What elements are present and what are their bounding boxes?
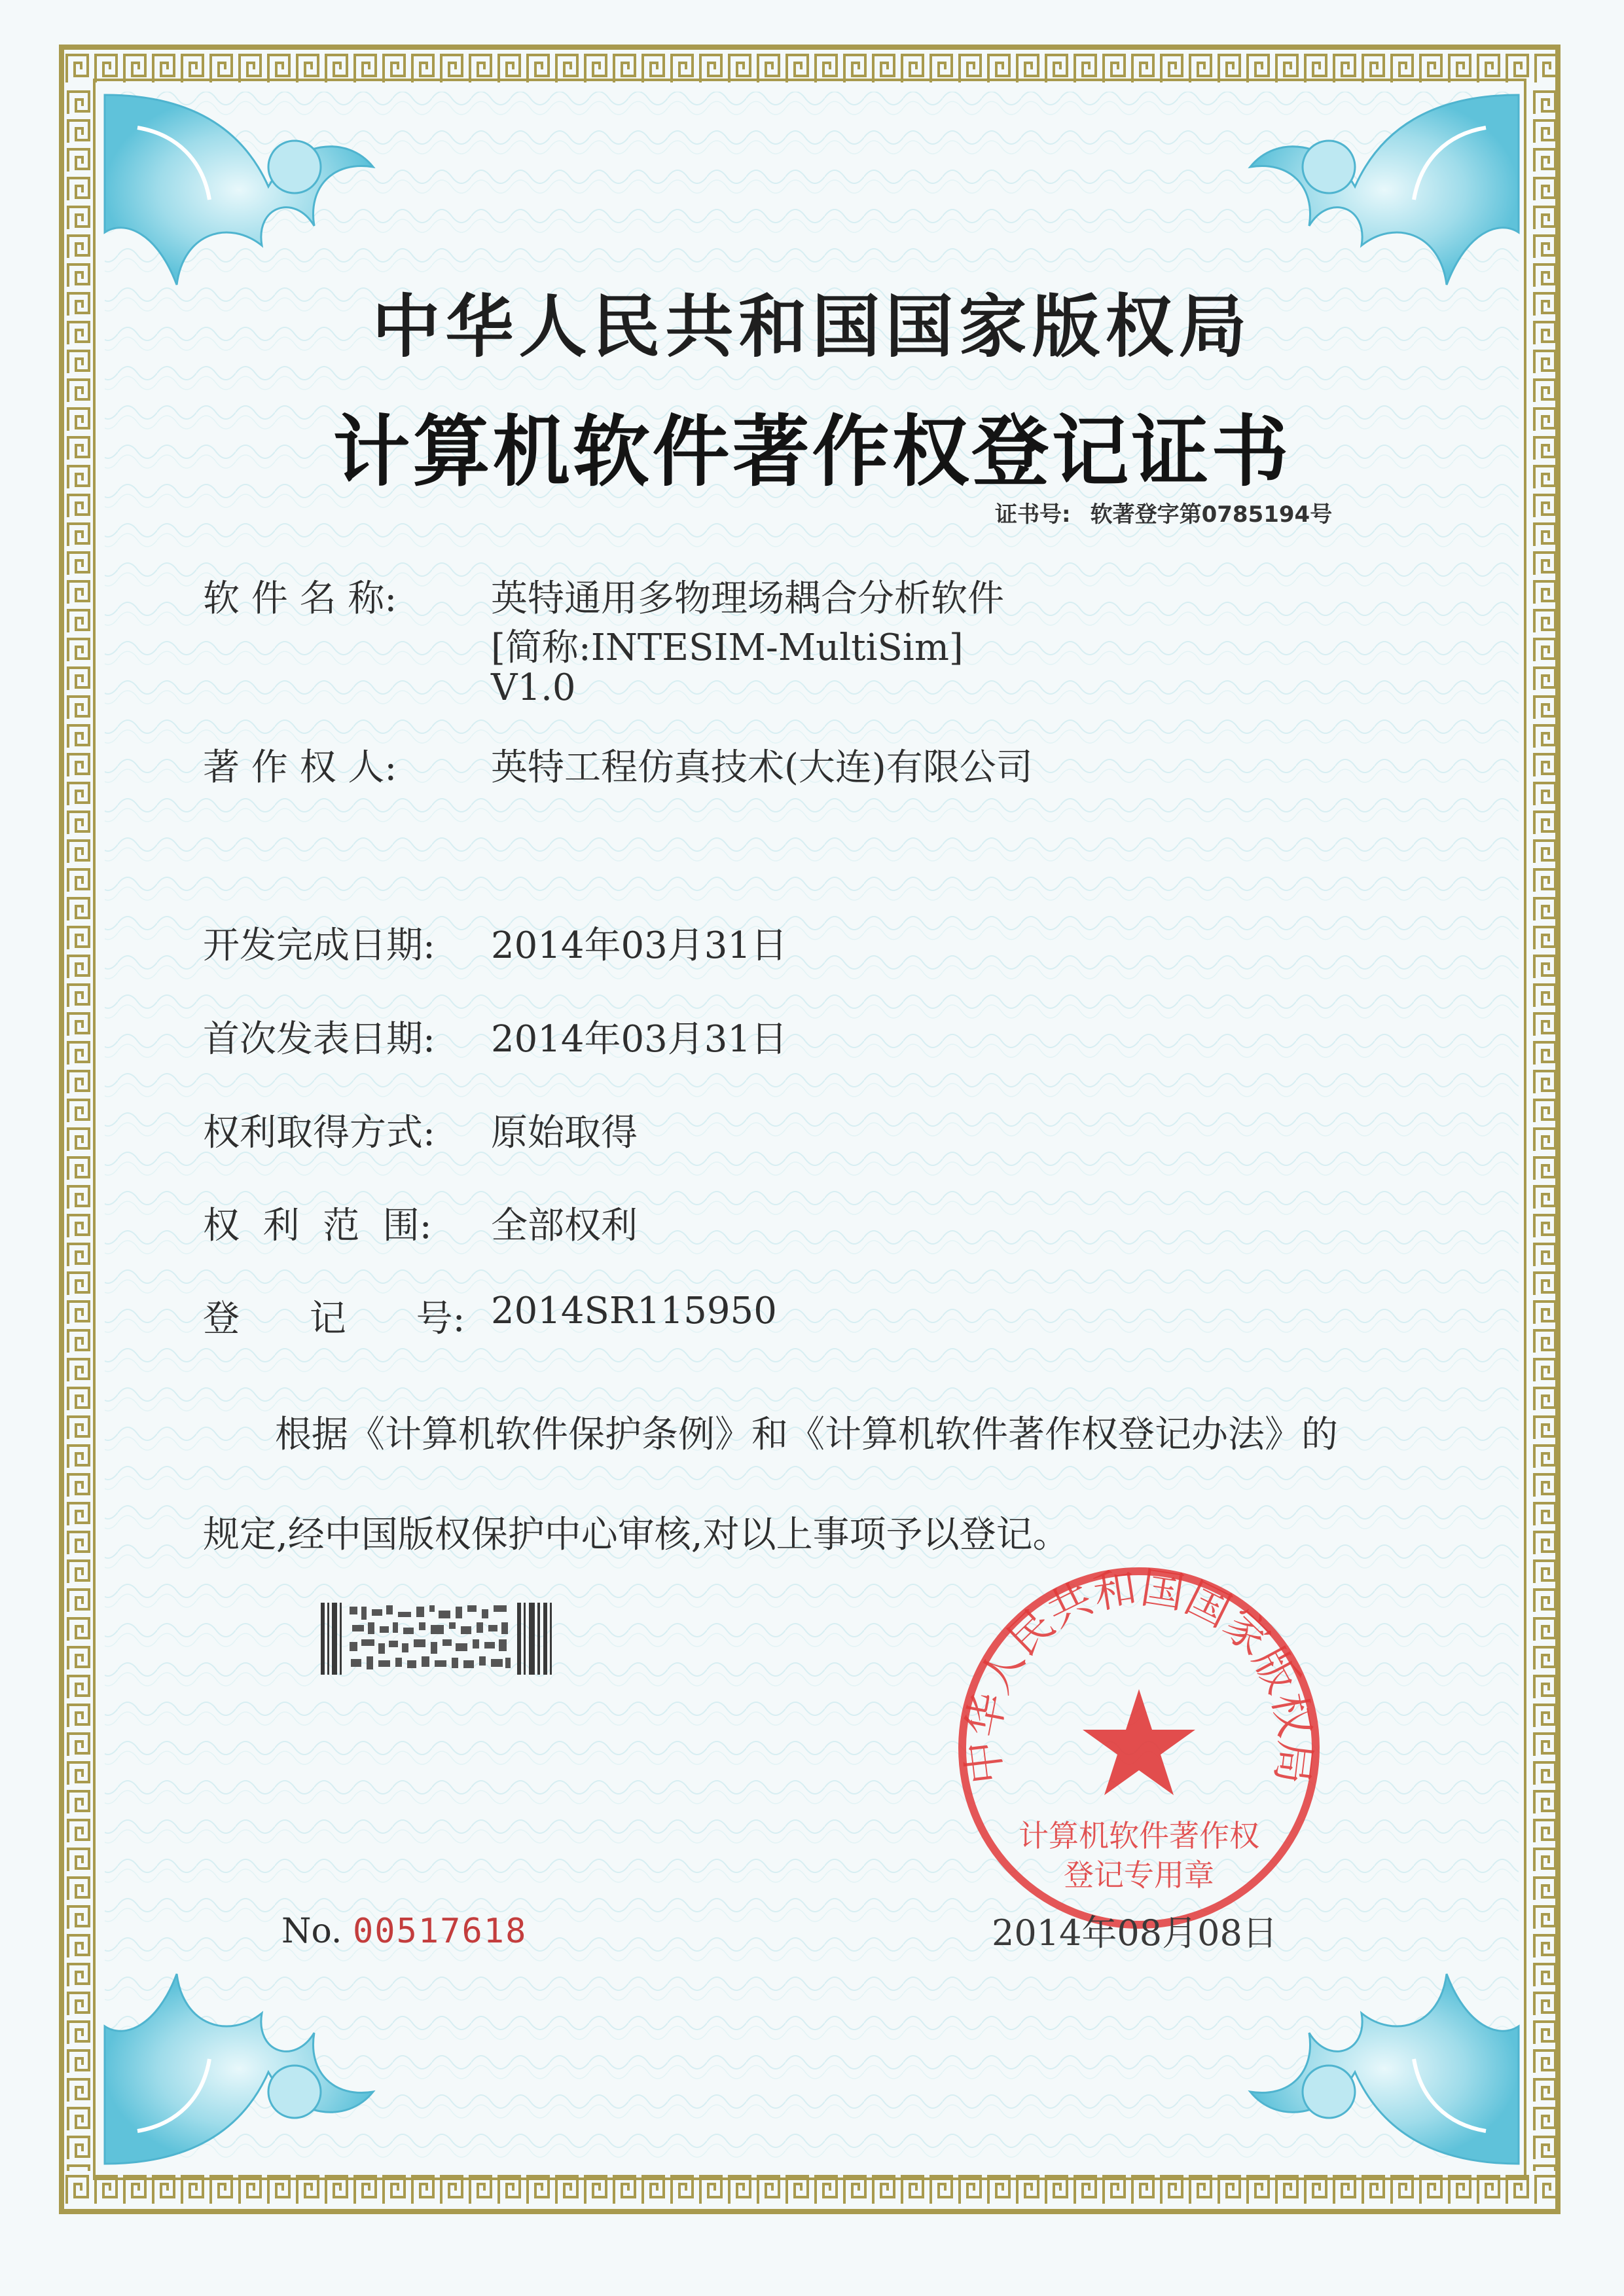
seal-ring-text: 中华人民共和国国家版权局 — [957, 1562, 1321, 1787]
statement-line-2: 规定,经中国版权保护中心审核,对以上事项予以登记。 — [203, 1514, 1070, 1556]
issuing-authority: 中华人民共和国国家版权局 — [372, 286, 1252, 367]
copyright-owner-value: 英特工程仿真技术(大连)有限公司 — [491, 746, 1033, 789]
acquisition-method-label: 权利取得方式: — [203, 1112, 435, 1154]
barcode — [321, 1603, 556, 1675]
rights-scope-label: 权 利 范 围: — [203, 1205, 432, 1247]
copyright-owner-label: 著 作 权 人: — [203, 746, 397, 789]
software-version: V1.0 — [491, 666, 576, 709]
registration-number-value: 2014SR115950 — [491, 1290, 777, 1332]
completion-date-value: 2014年03月31日 — [491, 924, 788, 967]
rights-scope-value: 全部权利 — [491, 1205, 638, 1247]
acquisition-method-value: 原始取得 — [491, 1112, 638, 1154]
software-name-label: 软 件 名 称: — [203, 577, 397, 620]
seal-star-icon — [1083, 1689, 1195, 1795]
greek-key-border-bottom — [64, 2171, 1555, 2209]
official-seal — [949, 1558, 1329, 1938]
serial-number-value: 00517618 — [352, 1912, 528, 1951]
certificate-number-value: 软著登字第0785194号 — [1090, 501, 1333, 528]
serial-number-label: No. — [281, 1912, 342, 1951]
greek-key-border-top — [64, 50, 1555, 88]
serial-number — [281, 1912, 527, 1951]
software-short-name: [简称:INTESIM-MultiSim] — [491, 627, 964, 669]
seal-inner-line-2: 登记专用章 — [1064, 1857, 1214, 1893]
statement-line-1: 根据《计算机软件保护条例》和《计算机软件著作权登记办法》的 — [275, 1413, 1338, 1456]
corner-ornament-bottom-left — [98, 1922, 386, 2170]
seal-inner-line-1: 计算机软件著作权 — [1019, 1818, 1259, 1853]
completion-date-label: 开发完成日期: — [203, 924, 435, 967]
certificate-title: 计算机软件著作权登记证书 — [333, 406, 1291, 497]
certificate-number — [995, 496, 1352, 528]
first-publication-label: 首次发表日期: — [203, 1018, 435, 1061]
registration-number-label: 登 记 号: — [203, 1298, 465, 1340]
corner-ornament-bottom-right — [1237, 1922, 1525, 2170]
certificate-number-label: 证书号: — [995, 501, 1071, 528]
issue-date: 2014年08月08日 — [992, 1912, 1278, 1954]
first-publication-value: 2014年03月31日 — [491, 1018, 788, 1061]
software-name-value: 英特通用多物理场耦合分析软件 — [491, 577, 1004, 620]
